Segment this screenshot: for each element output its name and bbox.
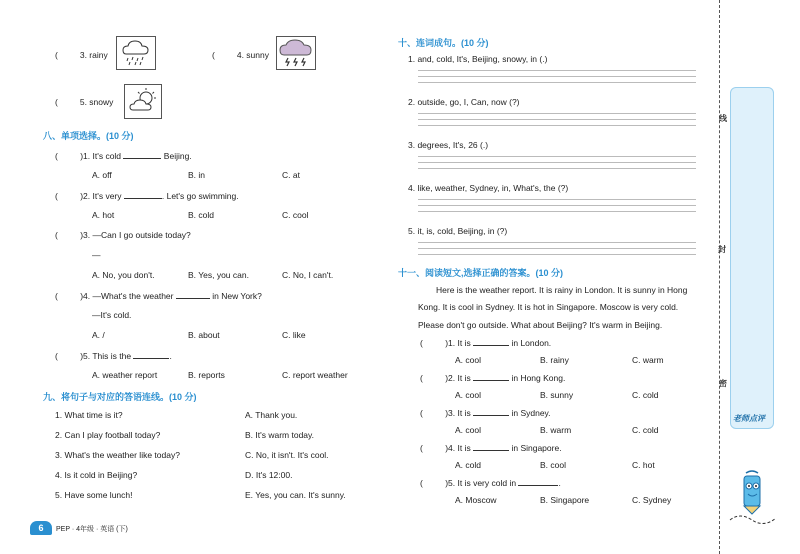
- answer-blank: [473, 372, 509, 381]
- writing-line: [418, 162, 696, 163]
- writing-line: [418, 125, 696, 126]
- section-9-title: 九、将句子与对应的答语连线。(10 分): [43, 392, 197, 402]
- scrambled-sentence: 5. it, is, cold, Beijing, in (?): [408, 226, 508, 236]
- teacher-comment-label: 老师点评: [733, 414, 765, 423]
- sec11-q2: ( )2. It is in Hong Kong.: [420, 373, 566, 383]
- writing-line: [418, 119, 696, 120]
- writing-line: [418, 82, 696, 83]
- match-answer: D. It's 12:00.: [245, 470, 293, 480]
- option-c: C. Sydney: [632, 495, 672, 505]
- match-question: 4. Is it cold in Beijing?: [55, 470, 138, 480]
- section-11-title: 十一、阅读短文,选择正确的答案。(10 分): [398, 268, 564, 278]
- answer-blank: [473, 337, 509, 346]
- footer-text: PEP · 4年级 · 英语 (下): [56, 526, 128, 533]
- writing-line: [418, 211, 696, 212]
- scrambled-sentence: 2. outside, go, I, Can, now (?): [408, 97, 520, 107]
- option-b: B. sunny: [540, 390, 574, 400]
- option-a: A. cold: [455, 460, 481, 470]
- option-c: C. cold: [632, 390, 659, 400]
- storm-cloud-icon: [277, 37, 315, 69]
- binding-char-xian: 线: [719, 114, 727, 123]
- teacher-comment-box: [730, 87, 774, 429]
- sec8-q5: ( )5. This is the .: [55, 351, 172, 361]
- option-b: B. in: [188, 170, 206, 180]
- match-answer: A. Thank you.: [245, 410, 298, 420]
- match-question: 5. Have some lunch!: [55, 490, 133, 500]
- option-b: B. cold: [188, 210, 214, 220]
- sun-cloud-picture: [124, 84, 162, 119]
- section-8-title: 八、单项选择。(10 分): [43, 131, 134, 141]
- sec8-q2: ( )2. It's very . Let's go swimming.: [55, 191, 239, 201]
- option-c: C. warm: [632, 355, 664, 365]
- answer-blank: [124, 190, 162, 199]
- match-answer: B. It's warm today.: [245, 430, 315, 440]
- option-c: C. report weather: [282, 370, 348, 380]
- match-answer: C. No, it isn't. It's cool.: [245, 450, 329, 460]
- answer-blank: [133, 350, 169, 359]
- writing-line: [418, 248, 696, 249]
- writing-line: [418, 113, 696, 114]
- writing-line: [418, 205, 696, 206]
- option-a: A. cool: [455, 390, 481, 400]
- sec8-q1: ( )1. It's cold Beijing.: [55, 151, 192, 161]
- writing-line: [418, 168, 696, 169]
- mascot-pencil-icon: [728, 470, 780, 528]
- binding-char-feng: 封: [718, 245, 726, 254]
- rain-cloud-icon: [117, 37, 155, 69]
- match-question: 2. Can I play football today?: [55, 430, 161, 440]
- writing-line: [418, 242, 696, 243]
- pic-item-5: ( 5. snowy: [55, 97, 114, 107]
- option-a: A. Moscow: [455, 495, 497, 505]
- passage-line: Kong. It is cool in Sydney. It is hot in Singapore. Moscow is very cold.: [418, 302, 679, 312]
- option-b: B. rainy: [540, 355, 569, 365]
- writing-line: [418, 70, 696, 71]
- pic-item-3: ( 3. rainy: [55, 50, 108, 60]
- sec11-q1: ( )1. It is in London.: [420, 338, 552, 348]
- writing-line: [418, 76, 696, 77]
- page-number: 6: [30, 521, 52, 535]
- answer-blank: [518, 477, 558, 486]
- option-a: A. off: [92, 170, 112, 180]
- option-b: B. cool: [540, 460, 566, 470]
- sun-cloud-icon: [125, 85, 161, 118]
- match-question: 1. What time is it?: [55, 410, 123, 420]
- sec11-q5: ( )5. It is very cold in .: [420, 478, 561, 488]
- option-c: C. at: [282, 170, 300, 180]
- option-a: A. cool: [455, 355, 481, 365]
- section-10-title: 十、连词成句。(10 分): [398, 38, 489, 48]
- writing-line: [418, 156, 696, 157]
- option-c: C. cool: [282, 210, 309, 220]
- option-a: A. /: [92, 330, 105, 340]
- scrambled-sentence: 1. and, cold, It's, Beijing, snowy, in (.): [408, 54, 548, 64]
- scrambled-sentence: 4. like, weather, Sydney, in, What's, the (?): [408, 183, 569, 193]
- option-c: C. cold: [632, 425, 659, 435]
- option-a: A. cool: [455, 425, 481, 435]
- sec8-q3: ( )3. —Can I go outside today?: [55, 230, 191, 240]
- option-b: B. Yes, you can.: [188, 270, 249, 280]
- answer-blank: [473, 407, 509, 416]
- passage-line: Here is the weather report. It is rainy in London. It is sunny in Hong: [436, 285, 688, 295]
- match-question: 3. What's the weather like today?: [55, 450, 180, 460]
- sec8-q4-response: —It's cold.: [92, 310, 132, 320]
- sec8-q4: ( )4. —What's the weather in New York?: [55, 291, 262, 301]
- option-a: A. weather report: [92, 370, 158, 380]
- scrambled-sentence: 3. degrees, It's, 26 (.): [408, 140, 489, 150]
- writing-line: [418, 199, 696, 200]
- rainy-picture: [116, 36, 156, 70]
- sec11-q4: ( )4. It is in Singapore.: [420, 443, 562, 453]
- option-c: C. hot: [632, 460, 655, 470]
- answer-blank: [473, 442, 509, 451]
- option-c: C. No, I can't.: [282, 270, 334, 280]
- sec8-q3-response: —: [92, 250, 101, 260]
- storm-picture: [276, 36, 316, 70]
- binding-cut-line: [719, 0, 720, 554]
- option-b: B. reports: [188, 370, 225, 380]
- option-c: C. like: [282, 330, 306, 340]
- option-b: B. about: [188, 330, 220, 340]
- option-b: B. warm: [540, 425, 572, 435]
- writing-line: [418, 254, 696, 255]
- passage-line: Please don't go outside. What about Beijing? It's warm in Beijing.: [418, 320, 663, 330]
- option-a: A. No, you don't.: [92, 270, 155, 280]
- match-answer: E. Yes, you can. It's sunny.: [245, 490, 346, 500]
- answer-blank: [176, 290, 210, 299]
- answer-blank: [123, 150, 161, 159]
- option-b: B. Singapore: [540, 495, 590, 505]
- option-a: A. hot: [92, 210, 115, 220]
- binding-char-mi: 密: [719, 379, 727, 388]
- pic-item-4: ( 4. sunny: [212, 50, 269, 60]
- sec11-q3: ( )3. It is in Sydney.: [420, 408, 551, 418]
